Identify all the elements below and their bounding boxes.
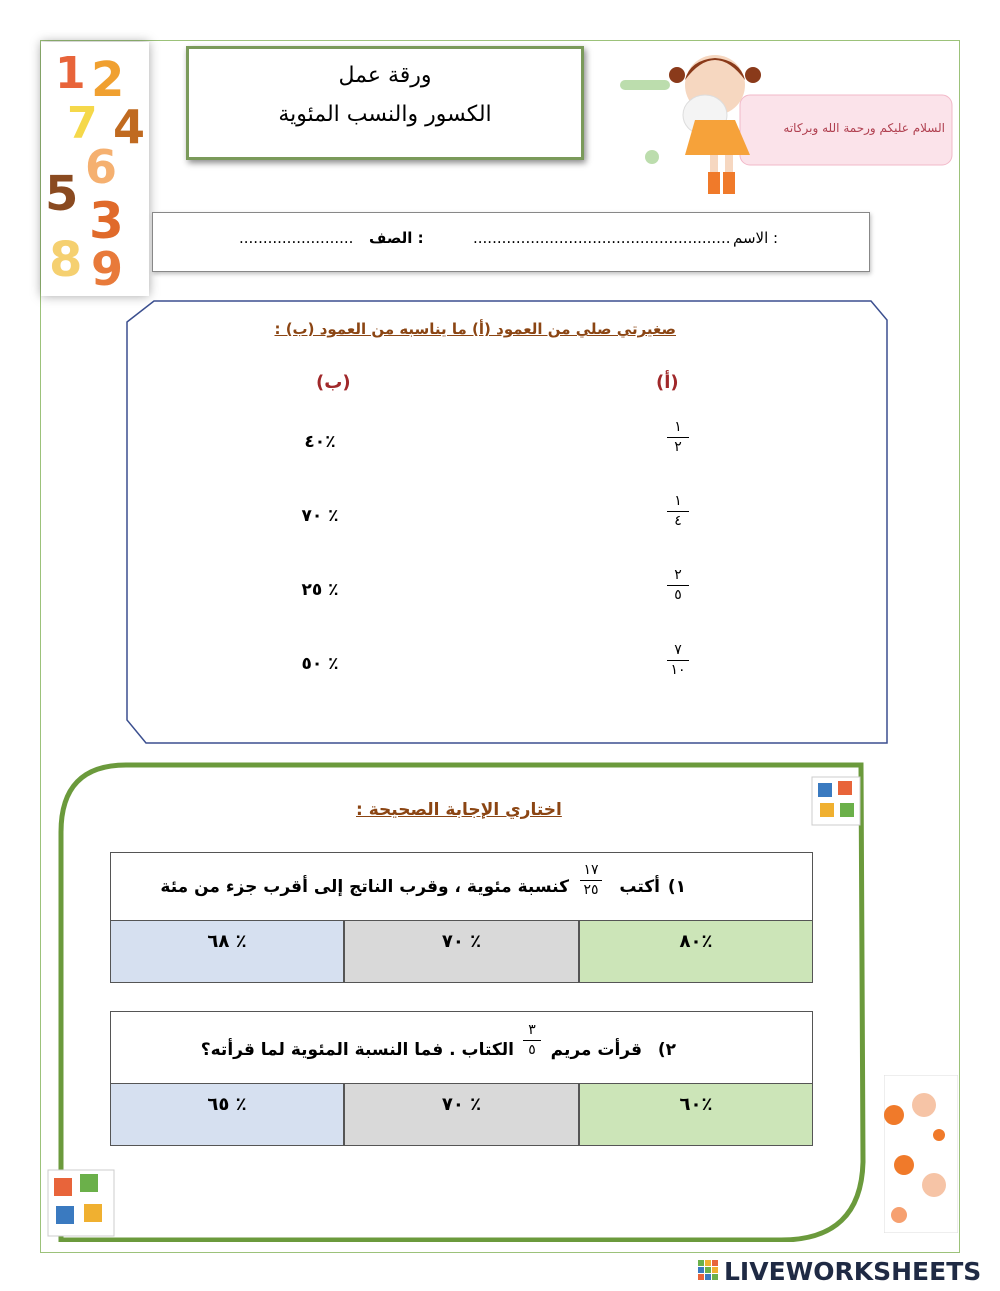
question-text: الكتاب . فما النسبة المئوية لما قرأته؟ [200,1040,514,1060]
answer-option[interactable]: ٦٥ ٪ [110,1083,344,1146]
numerator: ١ [674,493,682,509]
decor-number: 2 [91,52,125,108]
liveworksheets-logo-icon [698,1260,720,1284]
decor-number: 6 [85,140,118,194]
multiple-choice-section [56,762,866,1242]
answer-option[interactable]: ٦٠٪ [579,1083,813,1146]
question-number: ٢) [657,1040,676,1060]
percent-item[interactable]: ٥٠ ٪ [301,654,339,674]
liveworksheets-brand: LIVEWORKSHEETS [724,1257,982,1286]
column-b-header: (ب) [316,372,351,393]
percent-item[interactable]: ٧٠ ٪ [301,506,339,526]
options-row [110,920,813,983]
decor-number: 5 [45,166,79,222]
question-verb: قرأت مريم [550,1040,642,1060]
numerator: ٧ [674,642,682,658]
denominator: ١٠ [670,662,686,678]
name-field[interactable]: ...................................................... [473,229,731,247]
class-field[interactable]: ........................ [239,229,354,247]
question-box [110,852,813,922]
student-info-box [152,212,870,272]
decor-number: 1 [55,48,86,99]
denominator: ٥ [674,587,682,603]
fraction-item[interactable] [663,643,693,678]
question-text: كنسبة مئوية ، وقرب الناتج إلى أقرب جزء من مئة [160,877,569,897]
decor-number: 4 [113,100,146,154]
worksheet-subtitle: الكسور والنسب المئوية [278,102,492,127]
girl-illustration [615,40,960,200]
title-box [186,46,584,160]
fraction-item[interactable] [663,420,693,455]
numbers-decoration [41,42,149,296]
denominator: ٤ [674,513,682,529]
options-row [110,1083,813,1146]
alphabet-blocks-icon [810,775,862,827]
question-verb: أكتب [619,877,660,897]
denominator: ٢٥ [583,882,599,898]
question-fraction [576,863,606,898]
numerator: ١٧ [583,862,599,878]
question-fraction [519,1023,545,1058]
numerator: ٣ [528,1022,536,1038]
decor-number: 7 [67,98,98,149]
decor-number: 3 [89,192,124,250]
worksheet-title: ورقة عمل [338,63,432,88]
answer-option[interactable]: ٧٠ ٪ [344,1083,579,1146]
answer-option[interactable]: ٦٨ ٪ [110,920,344,983]
greeting-text: السلام عليكم ورحمة الله وبركاته [783,121,945,135]
fraction-item[interactable] [663,568,693,603]
dots-decoration [884,1075,958,1233]
class-label: الصف : [369,229,424,247]
fraction-item[interactable] [663,494,693,529]
decor-number: 9 [91,242,124,296]
denominator: ٢ [674,439,682,455]
decor-number: 8 [49,232,83,288]
answer-option[interactable]: ٨٠٪ [579,920,813,983]
name-label: الاسم : [733,229,779,247]
column-a-header: (أ) [656,372,679,393]
numerator: ٢ [674,567,682,583]
matching-section [126,300,888,744]
question-number: ١) [667,877,686,897]
question-box [110,1011,813,1085]
answer-option[interactable]: ٧٠ ٪ [344,920,579,983]
percent-item[interactable]: ٤٠٪ [304,432,336,452]
percent-item[interactable]: ٢٥ ٪ [301,580,339,600]
matching-instruction: صغيرتي صلي من العمود (أ) ما يناسبه من العمود (ب) : [274,320,676,338]
alphabet-blocks-icon [46,1168,116,1238]
denominator: ٥ [528,1042,536,1058]
mcq-title: اختاري الإجابة الصحيحة : [356,800,562,820]
numerator: ١ [674,419,682,435]
